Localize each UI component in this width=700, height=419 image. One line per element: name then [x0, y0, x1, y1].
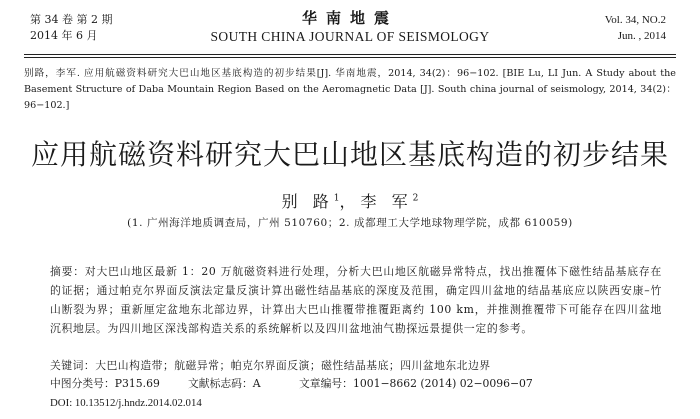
volume-issue-en: Vol. 34, NO.2: [604, 14, 666, 26]
header-rule-bottom: [24, 57, 676, 58]
author-2: 李 军: [360, 192, 413, 211]
paper-title: 应用航磁资料研究大巴山地区基底构造的初步结果: [30, 138, 669, 171]
journal-title-cn: 华南地震: [301, 9, 398, 27]
author-1: 别 路: [281, 192, 334, 211]
author-1-affil: 1: [333, 193, 340, 204]
journal-title-en: SOUTH CHINA JOURNAL OF SEISMOLOGY: [210, 29, 490, 44]
journal-title-block: [0, 8, 700, 46]
issue-date-en: Jun. , 2014: [617, 30, 666, 42]
doi[interactable]: DOI: 10.13512/j.hndz.2014.02.014: [50, 397, 202, 409]
keywords-label: 关键词：: [50, 359, 96, 372]
header-rule-top: [24, 54, 676, 55]
volume-issue: 第 34 卷 第 2 期: [30, 13, 113, 26]
abstract: [50, 262, 662, 338]
document-code: 文献标志码：A: [188, 377, 261, 390]
author-separator: ，: [339, 192, 361, 211]
keywords: [50, 357, 670, 375]
clc-number: 中图分类号：P315.69: [50, 377, 160, 390]
citation-block: 别路，李军. 应用航磁资料研究大巴山地区基底构造的初步结果[J]. 华南地震，2014, 34(2)：96−102. [BIE Lu, LI Jun. A Study about the Basement Structure of Daba Mountain Region Based on the Aeromagnetic Data [J]. South china journal of seismology, 2014, 34(2)：96−102.]: [24, 68, 676, 111]
author-2-affil: 2: [412, 193, 419, 204]
abstract-text: 对大巴山地区最新 1：20 万航磁资料进行处理，分析大巴山地区航磁异常特点，找出推覆体下磁性结晶基底存在的证据；通过帕克尔界面反演法定量反演计算出磁性结晶基底的深度及范围，确定四川盆地的结晶基底应以陕西安康–竹山断裂为界；重新厘定盆地东北部边界，计算出大巴山推覆带推覆距离约 100 km，并推测推覆带下可能存在四川盆地沉积地层。为四川地区深浅部构造关系的系统解析以及四川盆地油气勘探远景提供一定的参考。: [50, 265, 662, 335]
author-line: [0, 189, 700, 212]
affiliations: (1. 广州海洋地质调查局，广州 510760；2. 成都理工大学地球物理学院，成都 610059): [127, 217, 573, 229]
abstract-label: 摘要：: [50, 265, 85, 278]
article-number: 文章编号：1001−8662 (2014) 02−0096−07: [299, 377, 533, 390]
header-issue-info-en: [605, 12, 666, 44]
keywords-text: 大巴山构造带；航磁异常；帕克尔界面反演；磁性结晶基底；四川盆地东北边界: [95, 359, 491, 372]
issue-date: 2014 年 6 月: [30, 29, 98, 42]
journal-header: [0, 0, 700, 56]
classification-line: [50, 375, 670, 393]
